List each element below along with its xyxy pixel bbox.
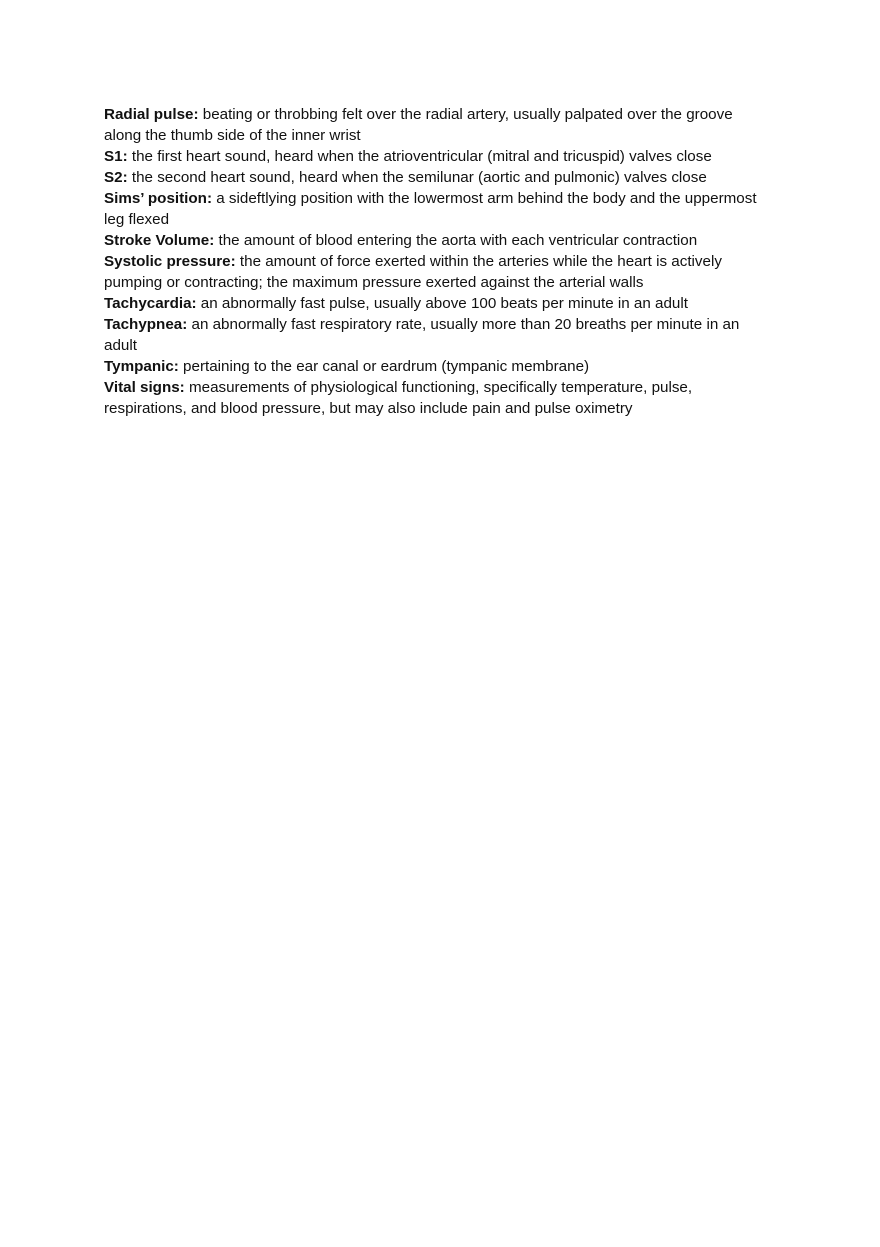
glossary-term: Tachypnea: bbox=[104, 316, 188, 333]
glossary-term: Tympanic: bbox=[104, 358, 179, 375]
glossary-entry-systolic-pressure bbox=[104, 251, 774, 293]
glossary-term: Radial pulse: bbox=[104, 106, 199, 123]
glossary-entry-vital-signs bbox=[104, 377, 774, 419]
glossary-definition: the amount of blood entering the aorta with each ventricular contraction bbox=[214, 232, 698, 249]
glossary-definition: the first heart sound, heard when the atrioventricular (mitral and tricuspid) valves close bbox=[127, 148, 712, 165]
glossary-term: Stroke Volume: bbox=[104, 232, 215, 249]
glossary-definition: an abnormally fast respiratory rate, usually more than 20 breaths per minute in an adult bbox=[104, 316, 740, 354]
glossary-definition: pertaining to the ear canal or eardrum (tympanic membrane) bbox=[178, 358, 590, 375]
glossary-entry-tachycardia bbox=[104, 293, 774, 314]
glossary-entry-sims-position bbox=[104, 188, 774, 230]
glossary-definition: a sideftlying position with the lowermost arm behind the body and the uppermost leg flexed bbox=[104, 190, 757, 228]
glossary-entry-stroke-volume bbox=[104, 230, 774, 251]
glossary-term: Sims’ position: bbox=[104, 190, 213, 207]
glossary-term: Systolic pressure: bbox=[104, 253, 236, 270]
glossary-entry-radial-pulse bbox=[104, 104, 774, 146]
glossary-definition: the amount of force exerted within the arteries while the heart is actively pumping or contracting; the maximum pressure exerted against the arterial walls bbox=[104, 253, 722, 291]
glossary-entry-s1 bbox=[104, 146, 774, 167]
glossary-term: Vital signs: bbox=[104, 379, 185, 396]
glossary-definition: measurements of physiological functioning, specifically temperature, pulse, respirations, and blood pressure, but may also include pain and pulse oximetry bbox=[104, 379, 693, 417]
glossary-entry-tympanic bbox=[104, 356, 774, 377]
glossary-list bbox=[104, 104, 774, 419]
glossary-definition: the second heart sound, heard when the semilunar (aortic and pulmonic) valves close bbox=[127, 169, 707, 186]
glossary-definition: beating or throbbing felt over the radial artery, usually palpated over the groove along the thumb side of the inner wrist bbox=[104, 106, 733, 144]
glossary-entry-tachypnea bbox=[104, 314, 774, 356]
glossary-definition: an abnormally fast pulse, usually above 100 beats per minute in an adult bbox=[196, 295, 688, 312]
glossary-entry-s2 bbox=[104, 167, 774, 188]
glossary-term: S1: bbox=[104, 148, 128, 165]
glossary-term: S2: bbox=[104, 169, 128, 186]
glossary-term: Tachycardia: bbox=[104, 295, 197, 312]
